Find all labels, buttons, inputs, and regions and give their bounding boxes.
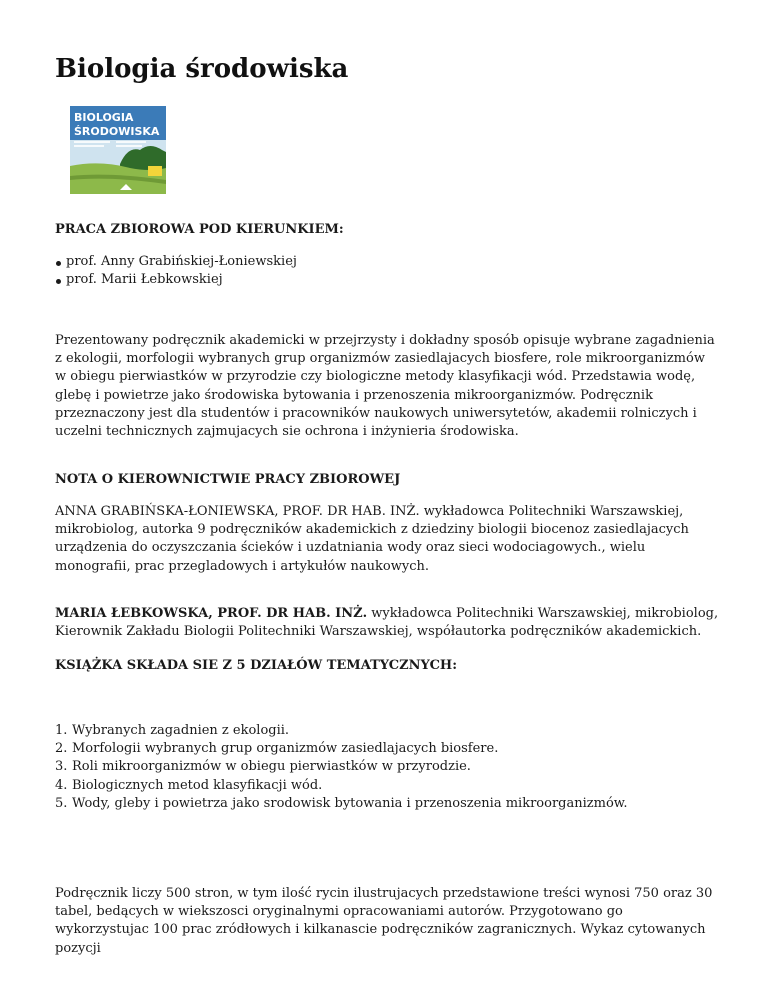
closing-paragraph: Podręcznik liczy 500 stron, w tym ilość rycin ilustrujacych przedstawione treści wynosi 750 oraz 30 tabel, bedących w wiekszosci oryginalnymi opracowaniami autorów. Przygotowano go wykorzystujac 100 prac zródłowych i kilkanascie podręczników zagranicznych. Wykaz cytowanych pozycji	[55, 886, 713, 956]
sections-heading: KSIĄŻKA SKŁADA SIE Z 5 DZIAŁÓW TEMATYCZNYCH:	[55, 658, 457, 673]
list-item: prof. Anny Grabińskiej-Łoniewskiej	[55, 253, 297, 271]
book-cover-image	[70, 106, 166, 194]
editors-heading: PRACA ZBIOROWA POD KIERUNKIEM:	[55, 222, 344, 237]
author-name-lebkowska: MARIA ŁEBKOWSKA, PROF. DR HAB. INŻ.	[55, 606, 368, 621]
list-item: prof. Marii Łebkowskiej	[55, 271, 297, 289]
cover-title-line2: ŚRODOWISKA	[74, 125, 160, 138]
editors-list	[55, 253, 297, 289]
list-item: 1. Wybranych zagadnien z ekologii.	[55, 723, 290, 738]
book-description: Prezentowany podręcznik akademicki w przejrzysty i dokładny sposób opisuje wybrane zagadnienia z ekologii, morfologii wybranych grup organizmów zasiedlajacych biosfere, role mikroorganizmów w obiegu pierwiastków w przyrodzie czy biologiczne metody klasyfikacji wód. Przedstawia wodę, glebę i powietrze jako środowiska bytowania i przenoszenia mikroorganizmów. Podręcznik przeznaczony jest dla studentów i pracowników naukowych uniwersytetów, akademii rolniczych i uczelni technicznych zajmujacych sie ochrona i inżynieria środowiska.	[55, 333, 715, 440]
page-title: Biologia środowiska	[55, 54, 349, 84]
list-item: 4. Biologicznych metod klasyfikacji wód.	[55, 777, 323, 793]
list-item: 5. Wody, gleby i powietrza jako srodowisk bytowania i przenoszenia mikroorganizmów.	[55, 795, 628, 811]
list-item: 3. Roli mikroorganizmów w obiegu pierwiastków w przyrodzie.	[55, 759, 471, 775]
author-bio-grabinska: ANNA GRABIŃSKA-ŁONIEWSKA, PROF. DR HAB. INŻ. wykładowca Politechniki Warszawskiej, mikrobiolog, autorka 9 podręczników akademickich z dziedziny biologii biocenoz zasiedlajacych urządzenia do oczyszczania ścieków i uzdatniania wody oraz sieci wodociagowych., wielu monografii, prac przegladowych i artykułów naukowych.	[55, 504, 689, 574]
author-bio-lebkowska	[55, 605, 720, 641]
sections-list	[55, 722, 627, 813]
author-bio-text: wykładowca Politechniki Warszawskiej, mikrobiolog, Kierownik Zakładu Biologii Politechniki Warszawskiej, współautorka podręczników akademickich.	[55, 606, 719, 640]
list-item: 2. Morfologii wybranych grup organizmów zasiedlajacych biosfere.	[55, 741, 499, 757]
cover-title-line1: BIOLOGIA	[74, 111, 134, 124]
cover-badge	[148, 166, 162, 176]
nota-heading: NOTA O KIEROWNICTWIE PRACY ZBIOROWEJ	[55, 472, 401, 487]
